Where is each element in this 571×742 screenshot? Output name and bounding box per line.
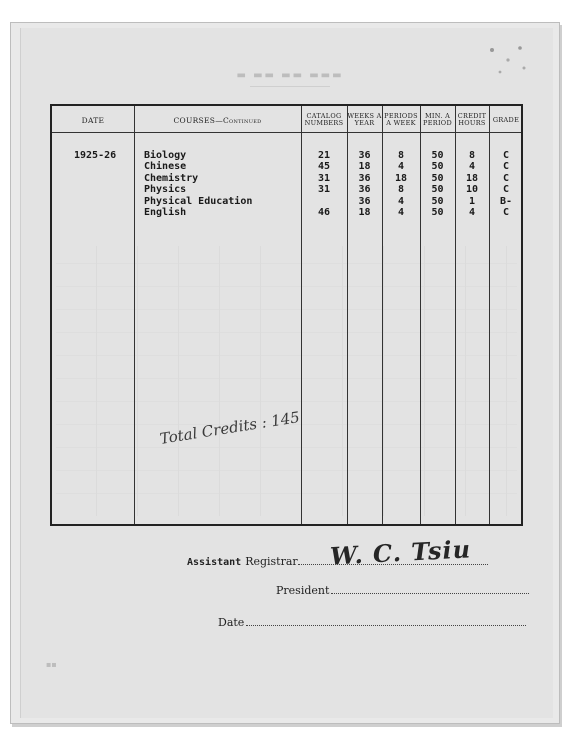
cell-periods: 18 xyxy=(394,172,408,184)
cell-weeks: 36 xyxy=(358,195,371,207)
cell-weeks: 36 xyxy=(358,150,371,161)
faded-letterhead: ▬ ▬▬ ▬▬ ▬▬▬ xyxy=(236,70,344,81)
cell-periods: 4 xyxy=(397,207,405,218)
cell-grade: C xyxy=(502,172,510,184)
cell-grade: C xyxy=(502,150,510,161)
cell-periods: 8 xyxy=(397,184,405,196)
cell-grade: C xyxy=(502,184,510,196)
assistant-stamp: Assistant xyxy=(187,557,242,568)
cell-catalog: 21 xyxy=(317,150,331,161)
corner-punch-marks xyxy=(478,38,534,82)
transcript-table xyxy=(50,104,523,526)
date-label: Date xyxy=(218,616,245,629)
cell-grade: C xyxy=(502,161,510,173)
cell-weeks: 18 xyxy=(358,161,371,173)
header-credit-hours: CREDIT HOURS xyxy=(457,112,487,127)
cell-catalog: 45 xyxy=(317,161,331,173)
cell-catalog: 46 xyxy=(317,207,331,218)
cell-minutes: 50 xyxy=(431,184,444,196)
cell-credit: 18 xyxy=(465,172,479,184)
date-signature-line xyxy=(246,624,526,626)
faded-letterhead-rule xyxy=(250,86,330,88)
president-label: President xyxy=(276,584,330,597)
cell-periods: 4 xyxy=(397,161,405,173)
cell-weeks: 36 xyxy=(358,184,371,196)
header-grade: GRADE xyxy=(492,115,520,124)
registrar-signature-line xyxy=(298,563,488,565)
cell-credit: 8 xyxy=(468,150,476,161)
cell-course: Physical Education xyxy=(144,195,253,207)
header-periods-a-week: PERIODS A WEEK xyxy=(384,112,418,127)
cell-weeks: 36 xyxy=(358,172,371,184)
cell-minutes: 50 xyxy=(431,195,444,207)
president-signature-line xyxy=(331,592,529,594)
cell-credit: 1 xyxy=(468,195,476,207)
header-min-a-period: MIN. A PERIOD xyxy=(423,112,452,127)
corner-mark: ▪▪ xyxy=(46,660,57,669)
registrar-line xyxy=(187,555,488,568)
cell-credit: 4 xyxy=(468,207,476,218)
cell-course: Physics xyxy=(144,184,187,196)
header-divider xyxy=(52,132,521,133)
cell-catalog: 31 xyxy=(317,184,331,196)
cell-course: Chemistry xyxy=(144,172,199,184)
handwritten-total-credits: Total Credits : 145 xyxy=(158,408,301,448)
header-courses: COURSES—Continued xyxy=(173,115,262,125)
cell-grade: C xyxy=(502,207,510,218)
cell-grade: B- xyxy=(499,195,513,207)
header-date: DATE xyxy=(81,115,105,125)
cell-credit: 10 xyxy=(465,184,479,196)
cell-course: Chinese xyxy=(144,161,187,173)
registrar-label: Registrar xyxy=(245,555,298,568)
header-weeks-a-year: WEEKS A YEAR xyxy=(347,112,382,127)
column-divider xyxy=(134,106,135,524)
faded-underlying-grid xyxy=(56,246,517,516)
cell-catalog: 31 xyxy=(317,172,331,184)
registrar-signature: W. C. Tsiu xyxy=(329,534,472,571)
cell-periods: 8 xyxy=(397,150,405,161)
cell-credit: 4 xyxy=(468,161,476,173)
cell-minutes: 50 xyxy=(431,207,444,218)
header-catalog-numbers: CATALOG NUMBERS xyxy=(304,112,344,127)
cell-course: English xyxy=(144,207,187,218)
cell-periods: 4 xyxy=(397,195,405,207)
date-line xyxy=(218,616,526,629)
cell-minutes: 50 xyxy=(431,172,444,184)
president-line xyxy=(276,584,529,597)
date-value: 1925-26 xyxy=(74,150,117,161)
cell-course: Biology xyxy=(144,150,187,161)
cell-weeks: 18 xyxy=(358,207,371,218)
cell-minutes: 50 xyxy=(431,150,444,161)
cell-minutes: 50 xyxy=(431,161,444,173)
